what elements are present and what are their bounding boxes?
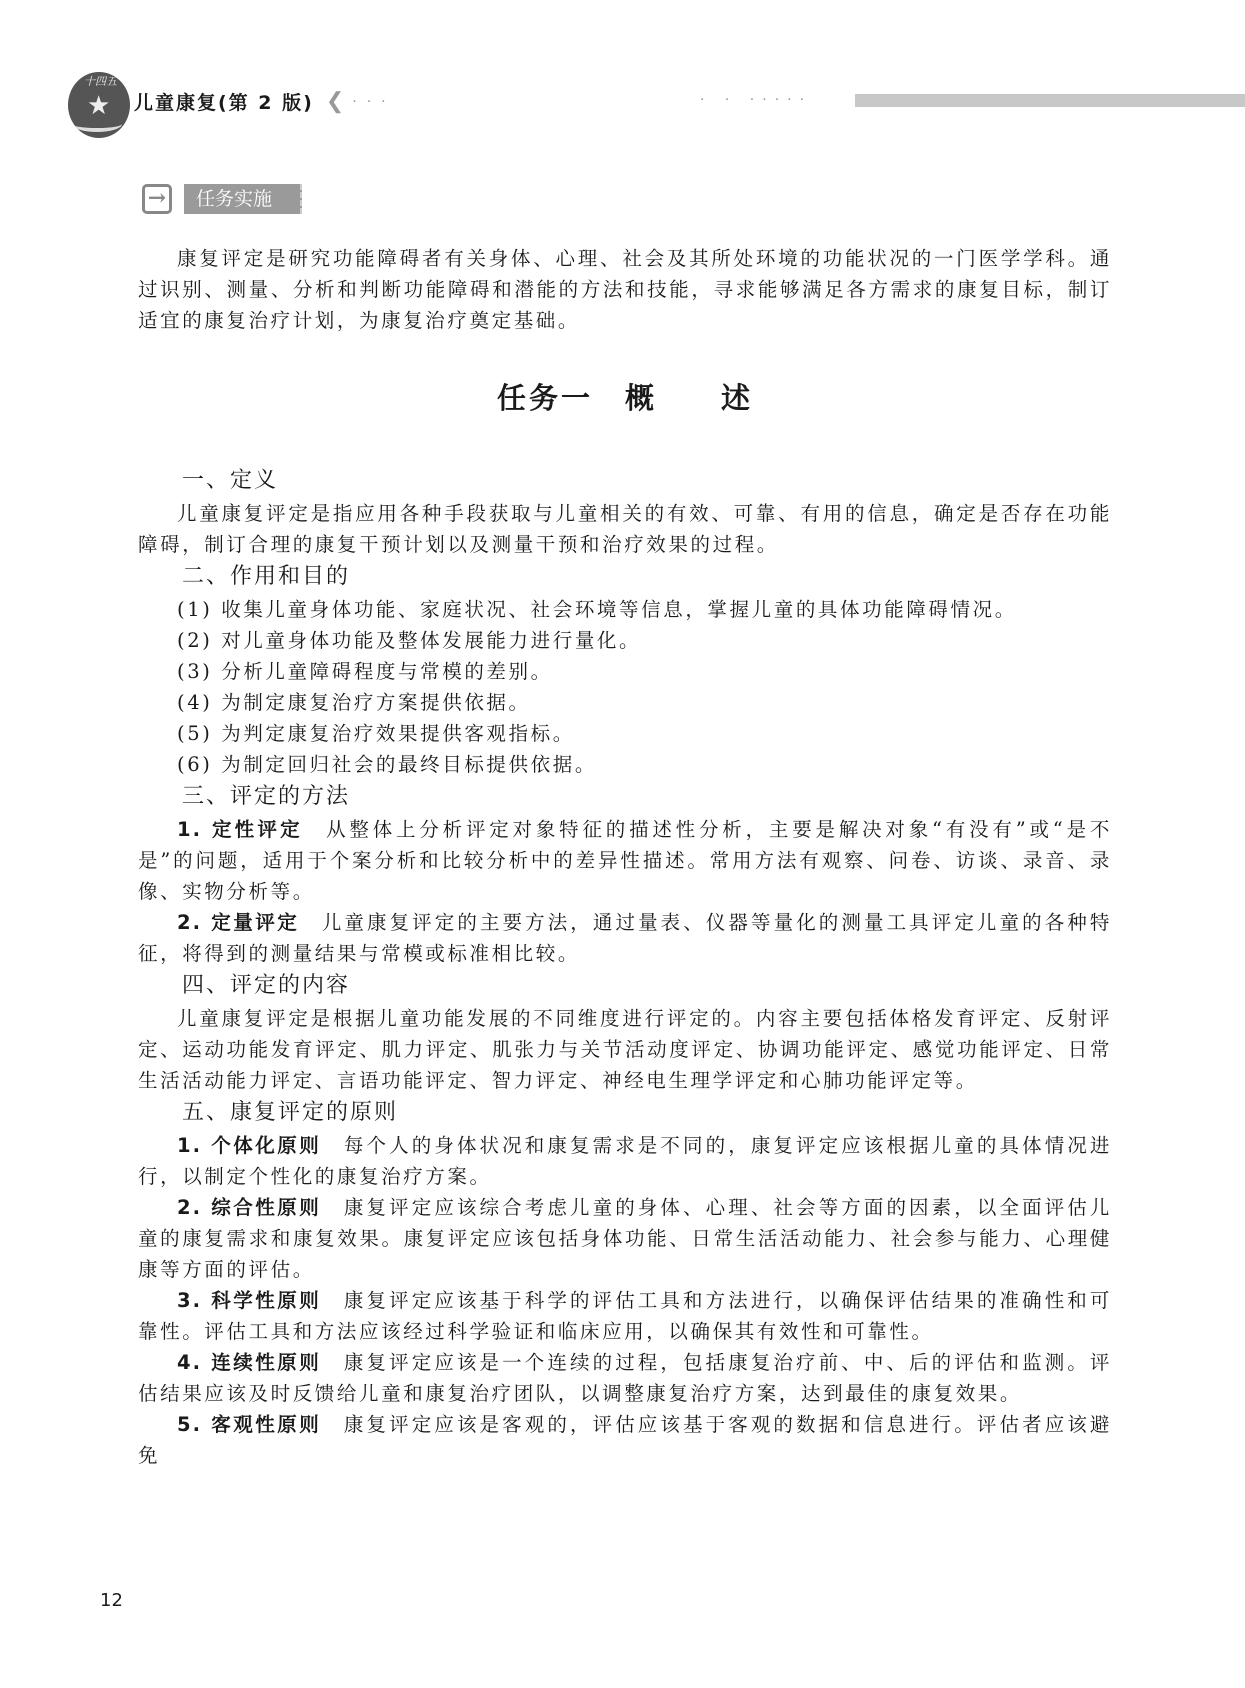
item-text: 每个人的身体状况和康复需求是不同的，康复评定应该根据儿童的具体情况进行，以制定个性化的康复治疗方案。 <box>138 1134 1113 1188</box>
page-number: 12 <box>100 1590 123 1611</box>
section-heading: 一、定义 <box>182 468 279 493</box>
paragraph <box>138 1285 1112 1347</box>
list-item: (1) 收集儿童身体功能、家庭状况、社会环境等信息，掌握儿童的具体功能障碍情况。 <box>177 598 1017 621</box>
paragraph <box>138 1409 1112 1471</box>
header-bar <box>855 94 1245 107</box>
list-item: (4) 为制定康复治疗方案提供依据。 <box>177 691 531 714</box>
paragraph: 儿童康复评定是指应用各种手段获取与儿童相关的有效、可靠、有用的信息，确定是否存在功能障碍，制订合理的康复干预计划以及测量干预和治疗效果的过程。 <box>138 502 1112 556</box>
star-icon: ★ <box>87 91 111 121</box>
item-text: 康复评定应该基于科学的评估工具和方法进行，以确保评估结果的准确性和可靠性。评估工具和方法应该经过科学验证和临床应用，以确保其有效性和可靠性。 <box>138 1289 1113 1343</box>
header-dots-decoration: ··· <box>352 93 396 110</box>
arrow-right-box-icon: → <box>142 184 172 214</box>
arrow-left-icon: ❮ <box>325 89 345 114</box>
page-body <box>138 243 1112 1471</box>
paragraph <box>138 1347 1112 1409</box>
task-tag: 任务实施 <box>184 184 302 214</box>
intro-text: 康复评定是研究功能障碍者有关身体、心理、社会及其所处环境的功能状况的一门医学学科。通过识别、测量、分析和判断功能障碍和潜能的方法和技能，寻求能够满足各方需求的康复目标，制订适宜的康复治疗计划，为康复治疗奠定基础。 <box>138 247 1112 332</box>
paragraph <box>138 1130 1112 1192</box>
item-label: 4. 连续性原则 <box>177 1351 322 1374</box>
item-label: 2. 综合性原则 <box>177 1196 322 1219</box>
list-item: (5) 为判定康复治疗效果提供客观指标。 <box>177 722 575 745</box>
series-logo <box>68 72 130 138</box>
running-header <box>134 88 396 115</box>
chapter-title: 任务一 概 述 <box>496 381 753 415</box>
section-heading: 四、评定的内容 <box>182 973 351 998</box>
paragraph <box>138 814 1112 907</box>
item-text: 康复评定应该综合考虑儿童的身体、心理、社会等方面的因素，以全面评估儿童的康复需求和康复效果。康复评定应该包括身体功能、日常生活活动能力、社会参与能力、心理健康等方面的评估。 <box>138 1196 1113 1281</box>
item-label: 5. 客观性原则 <box>177 1413 322 1436</box>
paragraph: 儿童康复评定是根据儿童功能发展的不同维度进行评定的。内容主要包括体格发育评定、反射评定、运动功能发育评定、肌力评定、肌张力与关节活动度评定、协调功能评定、感觉功能评定、日常生活活动能力评定、言语功能评定、智力评定、神经电生理学评定和心肺功能评定等。 <box>138 1007 1112 1092</box>
paragraph <box>138 907 1112 969</box>
item-text: 康复评定应该是客观的，评估应该基于客观的数据和信息进行。评估者应该避免 <box>138 1413 1113 1467</box>
item-label: 1. 个体化原则 <box>177 1134 322 1157</box>
logo-swoosh <box>72 116 122 132</box>
paragraph <box>138 1192 1112 1285</box>
section-heading: 二、作用和目的 <box>182 564 351 589</box>
book-title: 儿童康复(第 2 版) <box>134 92 314 114</box>
list-item: (3) 分析儿童障碍程度与常模的差别。 <box>177 660 553 683</box>
header-dots-decoration: · · ····· <box>700 92 813 108</box>
item-label: 3. 科学性原则 <box>177 1289 322 1312</box>
item-label: 1. 定性评定 <box>177 818 303 841</box>
section-heading: 三、评定的方法 <box>182 784 351 809</box>
section-heading: 五、康复评定的原则 <box>182 1100 399 1125</box>
item-label: 2. 定量评定 <box>177 911 300 934</box>
list-item: (2) 对儿童身体功能及整体发展能力进行量化。 <box>177 629 642 652</box>
logo-text: 十四五 <box>84 75 117 88</box>
item-text: 儿童康复评定的主要方法，通过量表、仪器等量化的测量工具评定儿童的各种特征，将得到的测量结果与常模或标准相比较。 <box>138 911 1112 965</box>
list-item: (6) 为制定回归社会的最终目标提供依据。 <box>177 753 597 776</box>
item-text: 康复评定应该是一个连续的过程，包括康复治疗前、中、后的评估和监测。评估结果应该及时反馈给儿童和康复治疗团队，以调整康复治疗方案，达到最佳的康复效果。 <box>138 1351 1113 1405</box>
item-text: 从整体上分析评定对象特征的描述性分析，主要是解决对象“有没有”或“是不是”的问题，适用于个案分析和比较分析中的差异性描述。常用方法有观察、问卷、访谈、录音、录像、实物分析等。 <box>138 818 1112 903</box>
